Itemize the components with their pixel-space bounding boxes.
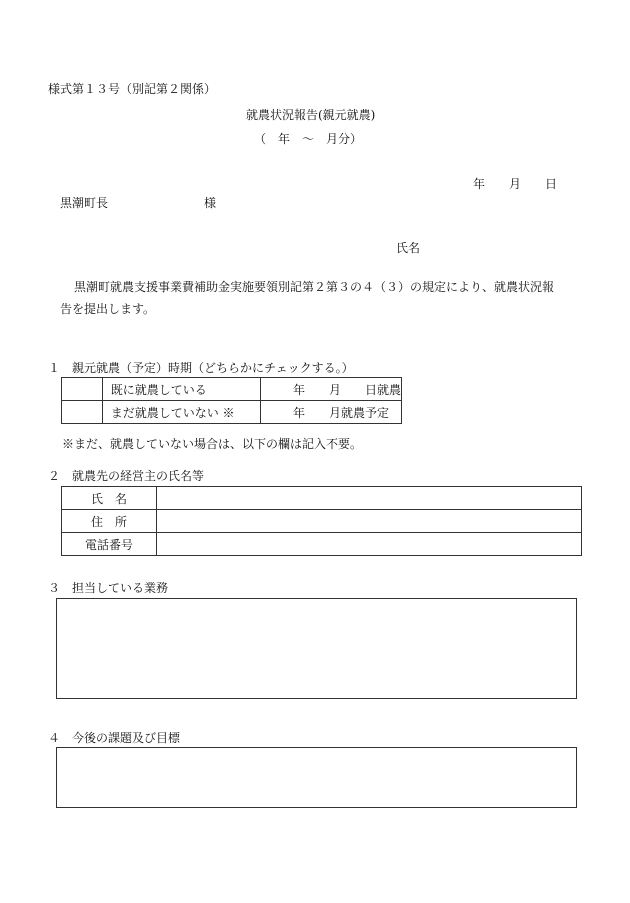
row-label: 氏 名	[62, 487, 157, 510]
section-1-heading: １ 親元就農（予定）時期（どちらかにチェックする。）	[48, 361, 354, 375]
option-label: まだ就農していない ※	[102, 401, 260, 424]
farming-date-field[interactable]: 年 月 日就農	[260, 378, 401, 401]
manager-name-field[interactable]	[157, 487, 582, 510]
date-line: 年 月 日	[473, 177, 558, 191]
section-2-heading: ２ 就農先の経営主の氏名等	[48, 469, 205, 483]
row-label: 住 所	[62, 510, 157, 533]
row-label: 電話番号	[62, 533, 157, 556]
duties-textarea[interactable]	[56, 598, 577, 699]
applicant-name-label: 氏名	[396, 241, 421, 255]
reporting-period: （ 年 ～ 月分）	[254, 132, 363, 146]
table-row	[62, 401, 402, 424]
section-1-note: ※まだ、就農していない場合は、以下の欄は記入不要。	[62, 437, 363, 451]
checkbox-cell-not-yet-farming[interactable]	[62, 401, 103, 424]
table-row	[62, 533, 582, 556]
table-row	[62, 510, 582, 533]
addressee: 黒潮町長 様	[60, 196, 217, 210]
option-label: 既に就農している	[102, 378, 260, 401]
farming-start-table	[61, 377, 402, 424]
section-3-heading: ３ 担当している業務	[48, 581, 169, 595]
goals-textarea[interactable]	[56, 747, 577, 808]
body-text-line-2: 告を提出します。	[60, 302, 156, 316]
body-text-line-1: 黒潮町就農支援事業費補助金実施要領別記第２第３の４（３）の規定により、就農状況報	[74, 280, 555, 294]
table-row	[62, 378, 402, 401]
table-row	[62, 487, 582, 510]
manager-info-table	[61, 486, 582, 556]
checkbox-cell-already-farming[interactable]	[62, 378, 103, 401]
planned-farming-date-field[interactable]: 年 月就農予定	[260, 401, 401, 424]
section-4-heading: ４ 今後の課題及び目標	[48, 731, 181, 745]
manager-address-field[interactable]	[157, 510, 582, 533]
document-title: 就農状況報告(親元就農)	[246, 108, 376, 122]
manager-phone-field[interactable]	[157, 533, 582, 556]
form-number: 様式第１３号（別記第２関係）	[48, 82, 217, 96]
